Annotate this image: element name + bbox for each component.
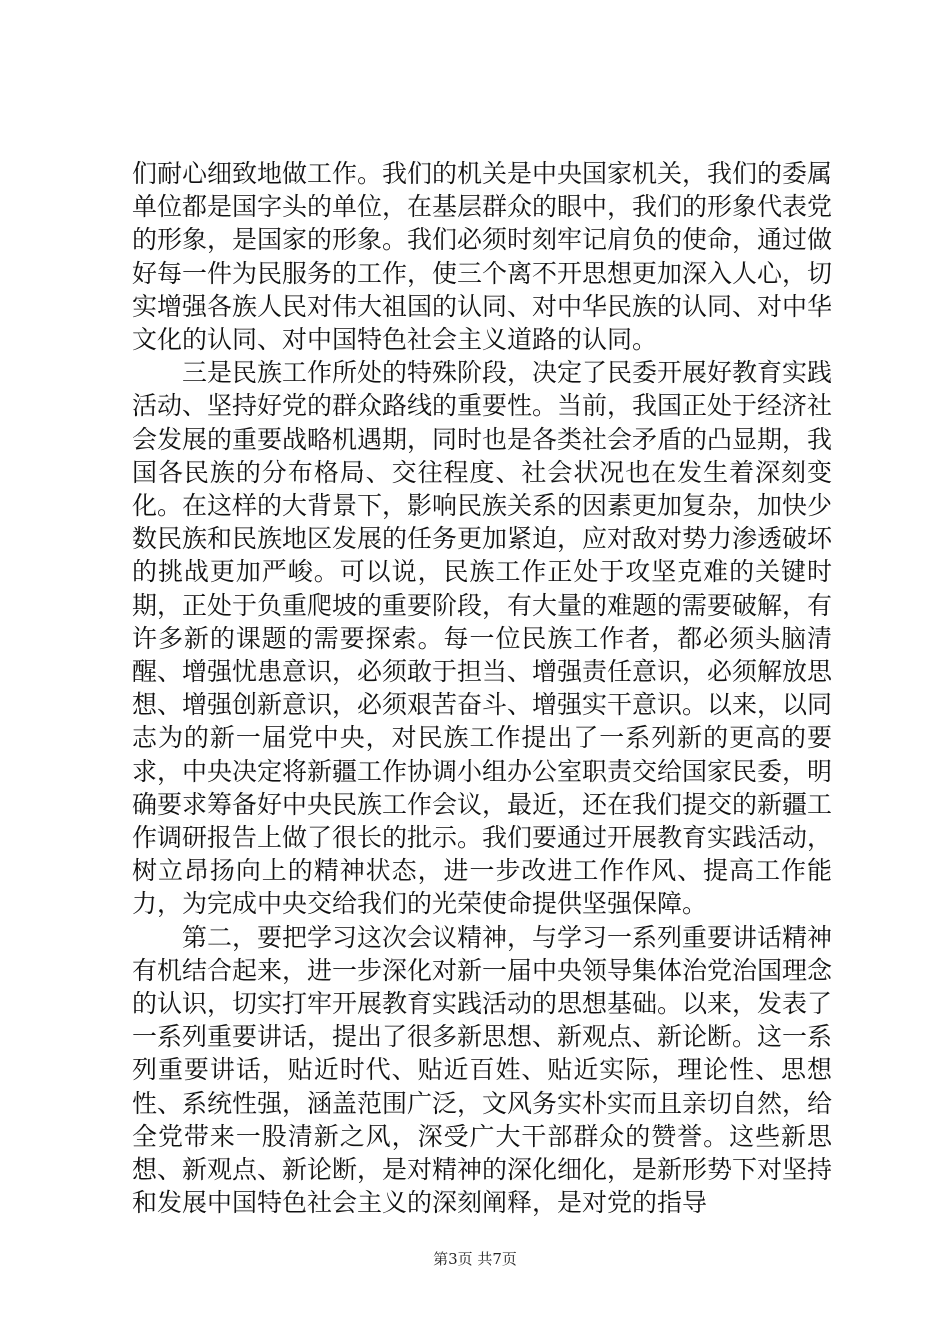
paragraph-1: 们耐心细致地做工作。我们的机关是中央国家机关，我们的委属单位都是国字头的单位，在基层群众的眼中，我们的形象代表党的形象，是国家的形象。我们必须时刻牢记肩负的使命，通过做好每一件为民服务的工作，使三个离不开思想更加深入人心，切实增强各族人民对伟大祖国的认同、对中华民族的认同、对中华文化的认同、对中国特色社会主义道路的认同。 <box>132 159 833 355</box>
body-text <box>132 157 832 1220</box>
paragraph-3: 第二，要把学习这次会议精神，与学习一系列重要讲话精神有机结合起来，进一步深化对新一届中央领导集体治党治国理念的认识，切实打牢开展教育实践活动的思想基础。以来，发表了一系列重要讲话，提出了很多新思想、新观点、新论断。这一系列重要讲话，贴近时代、贴近百姓、贴近实际，理论性、思想性、系统性强，涵盖范围广泛，文风务实朴实而且亲切自然，给全党带来一股清新之风，深受广大干部群众的赞誉。这些新思想、新观点、新论断，是对精神的深化细化，是新形势下对坚持和发展中国特色社会主义的深刻阐释，是对党的指导 <box>132 922 833 1218</box>
paragraph-2: 三是民族工作所处的特殊阶段，决定了民委开展好教育实践活动、坚持好党的群众路线的重要性。当前，我国正处于经济社会发展的重要战略机遇期，同时也是各类社会矛盾的凸显期，我国各民族的分布格局、交往程度、社会状况也在发生着深刻变化。在这样的大背景下，影响民族关系的因素更加复杂，加快少数民族和民族地区发展的任务更加紧迫，应对敌对势力渗透破坏的挑战更加严峻。可以说，民族工作正处于攻坚克难的关键时期，正处于负重爬坡的重要阶段，有大量的难题的需要破解，有许多新的课题的需要探索。每一位民族工作者，都必须头脑清醒、增强忧患意识，必须敢于担当、增强责任意识，必须解放思想、增强创新意识，必须艰苦奋斗、增强实干意识。以来，以同志为的新一届党中央，对民族工作提出了一系列新的更高的要求，中央决定将新疆工作协调小组办公室职责交给国家民委，明确要求筹备好中央民族工作会议，最近，还在我们提交的新疆工作调研报告上做了很长的批示。我们要通过开展教育实践活动，树立昂扬向上的精神状态，进一步改进工作作风、提高工作能力，为完成中央交给我们的光荣使命提供坚强保障。 <box>132 358 833 919</box>
page-number-footer: 第3页 共7页 <box>433 1250 517 1268</box>
